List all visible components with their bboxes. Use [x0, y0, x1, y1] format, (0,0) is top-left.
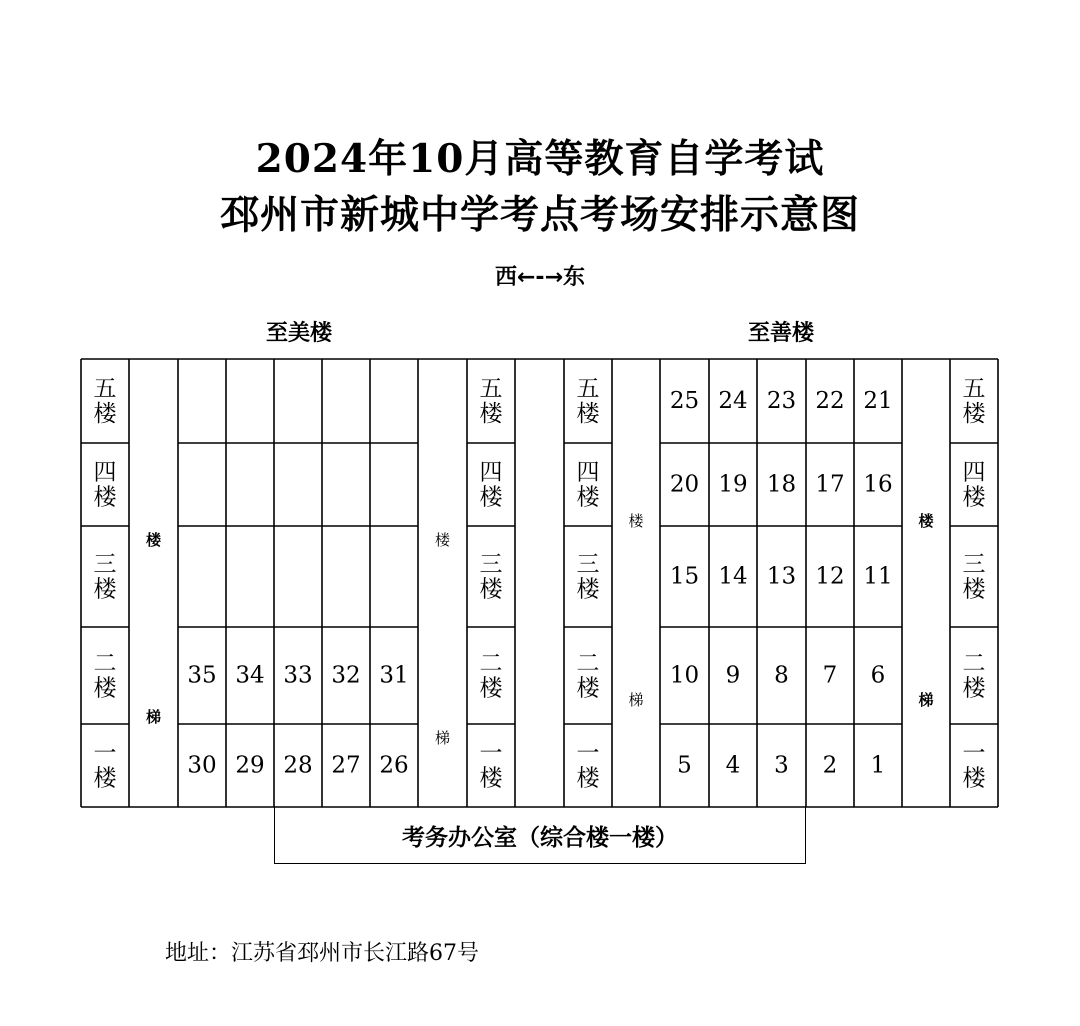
- room-number: 7: [822, 662, 838, 689]
- floor-label-char: 楼: [93, 576, 117, 603]
- room-number: 24: [718, 388, 748, 414]
- room-number: 27: [331, 752, 361, 779]
- stair-label-top: 楼: [145, 531, 162, 549]
- room-number: 9: [725, 662, 741, 689]
- room-number: 33: [283, 662, 313, 689]
- floor-label-char: 一: [479, 740, 503, 767]
- exam-office-box: [274, 807, 806, 864]
- stair-label-bottom: 梯: [434, 729, 451, 747]
- room-number: 10: [669, 662, 700, 689]
- floor-label-char: 楼: [93, 484, 117, 511]
- room-number: 2: [822, 752, 838, 779]
- building-label-left: 至美楼: [265, 321, 332, 346]
- floor-label-char: 楼: [479, 765, 503, 792]
- title-line-2: 邳州市新城中学考点考场安排示意图: [219, 192, 860, 238]
- floor-label-char: 楼: [576, 484, 600, 511]
- room-number: 13: [766, 563, 797, 590]
- floor-label-char: 楼: [479, 484, 503, 511]
- floor-label-char: 三: [576, 551, 600, 578]
- floor-label-char: 楼: [962, 765, 986, 792]
- room-number: 3: [774, 752, 789, 779]
- floor-label-char: 五: [962, 376, 986, 402]
- room-number: 8: [774, 662, 789, 689]
- floor-label-char: 楼: [962, 675, 986, 702]
- room-number: 14: [718, 563, 748, 590]
- title-line-1: 2024年10月高等教育自学考试: [255, 136, 825, 182]
- address: 地址：江苏省邳州市长江路67号: [165, 941, 479, 966]
- room-number: 26: [379, 752, 409, 779]
- floor-label-char: 四: [576, 459, 600, 486]
- floor-label-char: 五: [93, 376, 117, 402]
- room-number: 34: [235, 662, 265, 689]
- room-number: 22: [815, 388, 845, 414]
- building-label-right: 至善楼: [747, 321, 814, 346]
- stair-label-bottom: 梯: [145, 708, 162, 726]
- room-number: 20: [669, 471, 700, 498]
- room-number: 29: [235, 752, 265, 779]
- floor-label-char: 三: [962, 551, 986, 578]
- room-number: 21: [863, 388, 893, 414]
- room-number: 12: [815, 563, 845, 590]
- room-number: 18: [766, 471, 797, 498]
- room-number: 16: [863, 471, 893, 498]
- room-number: 19: [718, 471, 748, 498]
- floor-label-char: 三: [479, 551, 503, 578]
- floor-label-char: 楼: [576, 576, 600, 603]
- room-number: 30: [187, 752, 217, 779]
- room-number: 6: [870, 662, 886, 689]
- floor-label-char: 二: [576, 650, 600, 677]
- floor-label-char: 四: [93, 459, 117, 486]
- floor-label-char: 四: [962, 459, 986, 486]
- floor-label-char: 楼: [93, 675, 117, 702]
- floor-label-char: 楼: [576, 765, 600, 792]
- floor-label-char: 三: [93, 551, 117, 578]
- room-number: 11: [863, 563, 893, 590]
- floor-label-char: 楼: [576, 401, 600, 427]
- floor-label-char: 楼: [93, 765, 117, 792]
- floor-label-char: 五: [576, 376, 600, 402]
- room-number: 28: [283, 752, 313, 779]
- floor-label-char: 一: [962, 740, 986, 767]
- room-number: 1: [870, 752, 886, 779]
- floor-label-char: 二: [479, 650, 503, 677]
- room-number: 4: [725, 752, 741, 779]
- floor-label-char: 一: [576, 740, 600, 767]
- floor-label-char: 五: [479, 376, 503, 402]
- floor-label-char: 楼: [576, 675, 600, 702]
- room-number: 25: [669, 388, 700, 414]
- stair-label-top: 楼: [918, 512, 934, 530]
- room-number: 35: [187, 662, 217, 689]
- floor-label-char: 四: [479, 459, 503, 486]
- floor-label-char: 楼: [962, 576, 986, 603]
- floor-label-char: 二: [93, 650, 117, 677]
- room-number: 17: [815, 471, 845, 498]
- room-number: 32: [331, 662, 361, 689]
- floor-label-char: 二: [962, 650, 986, 677]
- floor-label-char: 楼: [93, 401, 117, 427]
- floor-label-char: 一: [93, 740, 117, 767]
- room-number: 31: [379, 662, 409, 689]
- stair-label-top: 楼: [628, 512, 644, 530]
- floor-label-char: 楼: [479, 401, 503, 427]
- stair-label-top: 楼: [434, 531, 451, 549]
- floor-label-char: 楼: [962, 401, 986, 427]
- room-number: 5: [677, 752, 692, 779]
- floor-label-char: 楼: [479, 675, 503, 702]
- direction-indicator: 西←-→东: [495, 265, 585, 290]
- stair-label-bottom: 梯: [918, 691, 934, 709]
- exam-office-label: 考务办公室（综合楼一楼）: [402, 824, 678, 851]
- room-number: 15: [669, 563, 700, 590]
- floor-label-char: 楼: [479, 576, 503, 603]
- floor-label-char: 楼: [962, 484, 986, 511]
- stair-label-bottom: 梯: [628, 691, 644, 709]
- room-number: 23: [766, 388, 797, 414]
